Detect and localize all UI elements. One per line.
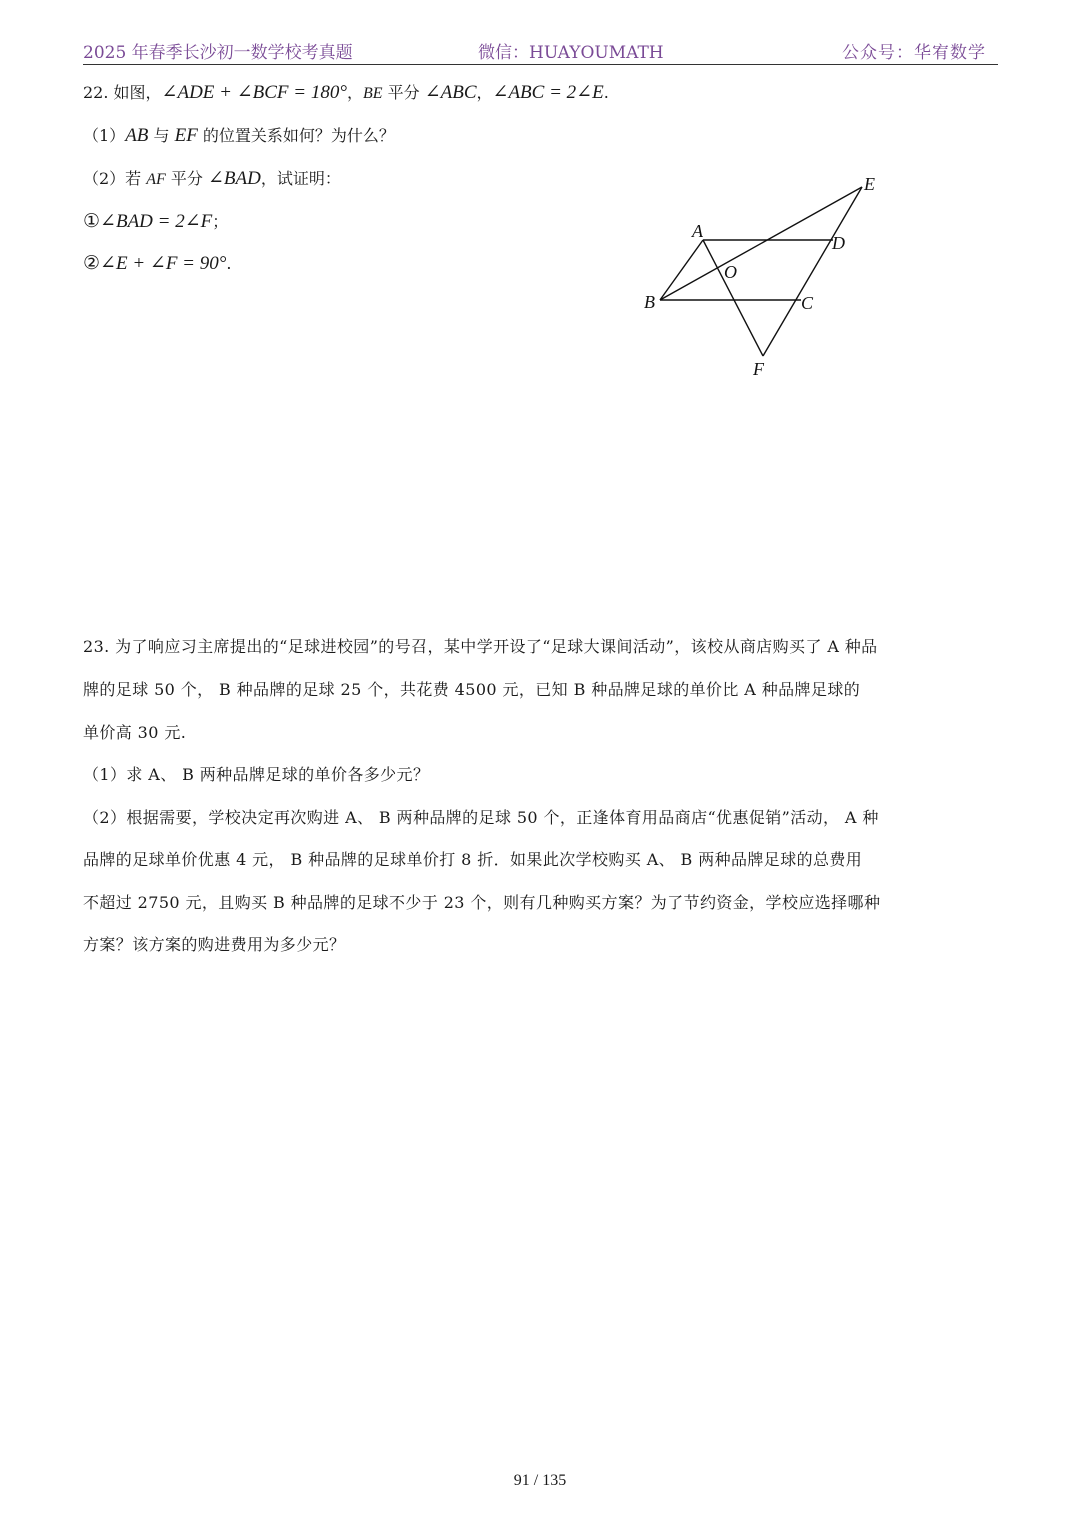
page-number: 91 / 135 — [513, 1472, 567, 1489]
q23-line-4: （1）求 A、 B 两种品牌足球的单价各多少元？ — [83, 765, 430, 784]
q23-line-8: 方案？该方案的购进费用为多少元？ — [83, 935, 346, 954]
q22-claim1-mark: ① — [83, 211, 101, 232]
q22-claim1-end: ； — [212, 212, 229, 231]
q22-stem — [83, 82, 609, 105]
label-e: E — [864, 174, 875, 194]
q22-claim2-eq: ∠E + ∠F = 90° — [100, 253, 227, 274]
segment-ba — [660, 240, 703, 300]
q22-stem-sep1: ， — [346, 83, 363, 102]
q22-part1-ab: AB — [125, 125, 149, 146]
q22-stem-end: . — [603, 83, 609, 102]
segment-af — [703, 240, 763, 356]
q22-stem-be: BE — [362, 85, 383, 102]
q22-part2-mid: 平分 — [165, 169, 209, 188]
q22-claim2-end: . — [226, 254, 232, 273]
q23-line-2: 牌的足球 50 个， B 种品牌的足球 25 个，共花费 4500 元，已知 B 种品牌足球的单价比 A 种品牌足球的 — [83, 680, 861, 699]
q22-claim2-mark: ② — [83, 253, 101, 274]
q22-figure — [636, 170, 896, 385]
page-header — [83, 38, 998, 65]
q23-line-1: 23. 为了响应习主席提出的“足球进校园”的号召，某中学开设了“足球大课间活动”，该校从商店购买了 A 种品 — [83, 637, 878, 656]
q22-stem-mid: 平分 — [382, 83, 425, 102]
q22-stem-prefix: 22. 如图， — [83, 83, 162, 102]
q22-part1-suffix: 的位置关系如何？为什么？ — [197, 126, 395, 145]
header-account: 公众号：华宥数学 — [842, 43, 986, 63]
label-a: A — [692, 221, 703, 241]
label-c: C — [801, 293, 814, 313]
q22-part2-af: AF — [146, 171, 166, 188]
q22-stem-abc: ∠ABC — [424, 82, 477, 103]
q22-part1-ef: EF — [174, 125, 198, 146]
q22-stem-sep2: ， — [476, 83, 493, 102]
q22-claim1-eq: ∠BAD = 2∠F — [100, 211, 213, 232]
label-f: F — [753, 359, 764, 379]
q22-part2 — [83, 168, 341, 191]
q22-part2-bad: ∠BAD — [208, 168, 261, 189]
header-title: 2025 年春季长沙初一数学校考真题 — [83, 43, 353, 63]
q22-part1 — [83, 125, 395, 147]
label-d: D — [832, 233, 845, 253]
header-wechat: 微信：HUAYOUMATH — [478, 43, 664, 63]
q22-part2-prefix: （2）若 — [83, 169, 147, 188]
q22-part2-suffix: ，试证明： — [260, 169, 341, 188]
q22-claim1 — [83, 211, 228, 233]
q23-line-3: 单价高 30 元. — [83, 723, 187, 742]
label-o: O — [724, 262, 737, 282]
q23-line-5: （2）根据需要，学校决定再次购进 A、 B 两种品牌的足球 50 个，正逢体育用品商店“优惠促销”活动， A 种 — [83, 808, 879, 827]
q22-part1-mid: 与 — [148, 126, 175, 145]
q22-part1-prefix: （1） — [83, 126, 126, 145]
label-b: B — [644, 292, 655, 312]
segment-ef — [763, 187, 862, 356]
q23-line-6: 品牌的足球单价优惠 4 元， B 种品牌的足球单价打 8 折．如果此次学校购买 A、 B 两种品牌足球的总费用 — [83, 850, 863, 869]
q22-stem-eq1: ∠ADE + ∠BCF = 180° — [161, 82, 347, 103]
q22-claim2 — [83, 253, 231, 275]
q22-stem-eq2: ∠ABC = 2∠E — [492, 82, 604, 103]
q23-line-7: 不超过 2750 元，且购买 B 种品牌的足球不少于 23 个，则有几种购买方案？为了节约资金，学校应选择哪种 — [83, 893, 881, 912]
